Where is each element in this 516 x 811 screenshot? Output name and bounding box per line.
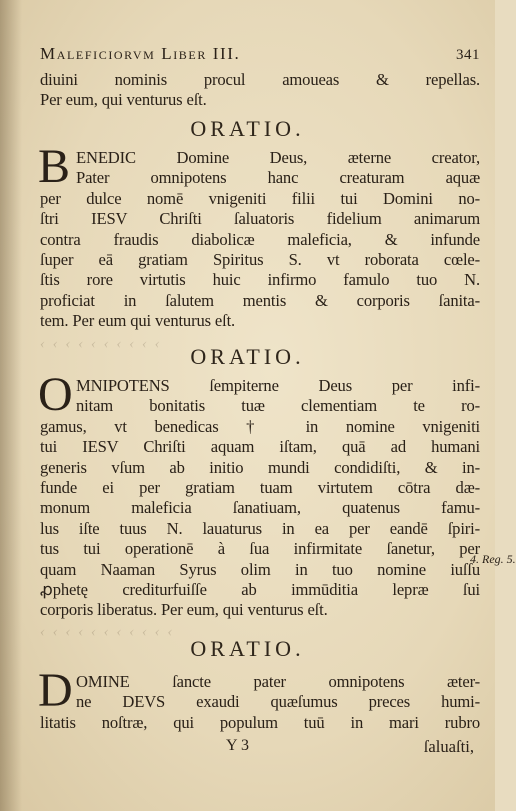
text-line: litatis noſtræ, qui populum tuū in mari rubro	[40, 712, 480, 732]
text-line: Per eum, qui venturus eſt.	[40, 90, 207, 110]
section-heading: ORATIO.	[190, 636, 305, 661]
text-line: ſuper eā gratiam Spiritus S. vt roborata cœle-	[40, 250, 480, 270]
text-line: tui IESV Chriſti aquam iſtam, quā ad humani	[40, 437, 480, 457]
text-line: MNIPOTENS ſempiterne Deus per infi-	[76, 376, 480, 395]
section-heading: ORATIO.	[190, 344, 305, 369]
prayer-paragraph-1	[38, 140, 480, 332]
text-line: Pater omnipotens hanc creaturam aquæ	[76, 168, 480, 188]
running-title: Maleficiorvm Liber III.	[40, 44, 241, 63]
marginal-reference: 4. Reg. 5.	[470, 552, 516, 566]
text-line: ꝓphetę crediturfuiſſe ab immūditia lepræ ſui	[40, 580, 480, 600]
text-line: proficiat in ſalutem mentis & corporis ſanita-	[40, 290, 480, 310]
running-header	[40, 44, 480, 64]
text-line: nitam bonitatis tuæ clementiam te ro-	[76, 396, 480, 416]
text-line: monum maleficia ſanatiuam, quatenus famu-	[40, 498, 480, 518]
show-through-text: ‹ ‹ ‹ ‹ ‹ ‹ ‹ ‹ ‹ ‹	[40, 336, 162, 352]
text-line: diuini nominis procul amoueas & repellas.	[40, 70, 480, 89]
paragraph-continuation	[40, 70, 480, 111]
text-line: OMINE ſancte pater omnipotens æter-	[76, 672, 480, 691]
prayer-paragraph-3	[38, 664, 480, 733]
text-line: gamus, vt benedicas † in nomine vnigeniti	[40, 416, 480, 436]
text-line: ne DEVS exaudi quæſumus preces humi-	[76, 692, 480, 712]
text-line: contra fraudis diabolicæ maleficia, & infunde	[40, 229, 480, 249]
text-line: lus iſte tuus N. lauaturus in ea per eandē ſpiri-	[40, 518, 480, 538]
text-line: tus tui operationē à ſua infirmitate ſanetur, per	[40, 539, 480, 559]
text-line: tem. Per eum qui venturus eſt.	[40, 311, 236, 331]
text-line: funde ei per gratiam tuam virtutem cōtra dæ-	[40, 478, 480, 498]
section-heading: ORATIO.	[190, 116, 305, 141]
folio-number: 341	[456, 47, 480, 63]
prayer-paragraph-2	[38, 368, 480, 621]
text-line: quam Naaman Syrus olim in tuo nomine iuſſu	[40, 559, 480, 579]
show-through-text: ‹ ‹ ‹ ‹ ‹ ‹ ‹ ‹ ‹ ‹ ‹	[40, 624, 175, 640]
signature-mark: Y 3	[226, 737, 249, 754]
text-line: ſtri IESV Chriſti ſaluatoris fidelium animarum	[40, 209, 480, 229]
drop-capital: D	[38, 664, 73, 717]
text-line: per dulce nomē vnigeniti filii tui Domini no-	[40, 188, 480, 208]
text-line: generis vſum ab initio mundi condidiſti, & in-	[40, 457, 480, 477]
text-line: ſtis rore virtutis huic infirmo famulo tuo N.	[40, 270, 480, 290]
catchword: ſaluaſti,	[423, 737, 474, 756]
text-line: ENEDIC Domine Deus, æterne creator,	[76, 148, 480, 167]
page-footer	[40, 737, 480, 759]
text-line: corporis liberatus. Per eum, qui venturus eſt.	[40, 600, 328, 620]
drop-capital: O	[38, 368, 73, 421]
drop-capital: B	[38, 140, 71, 193]
